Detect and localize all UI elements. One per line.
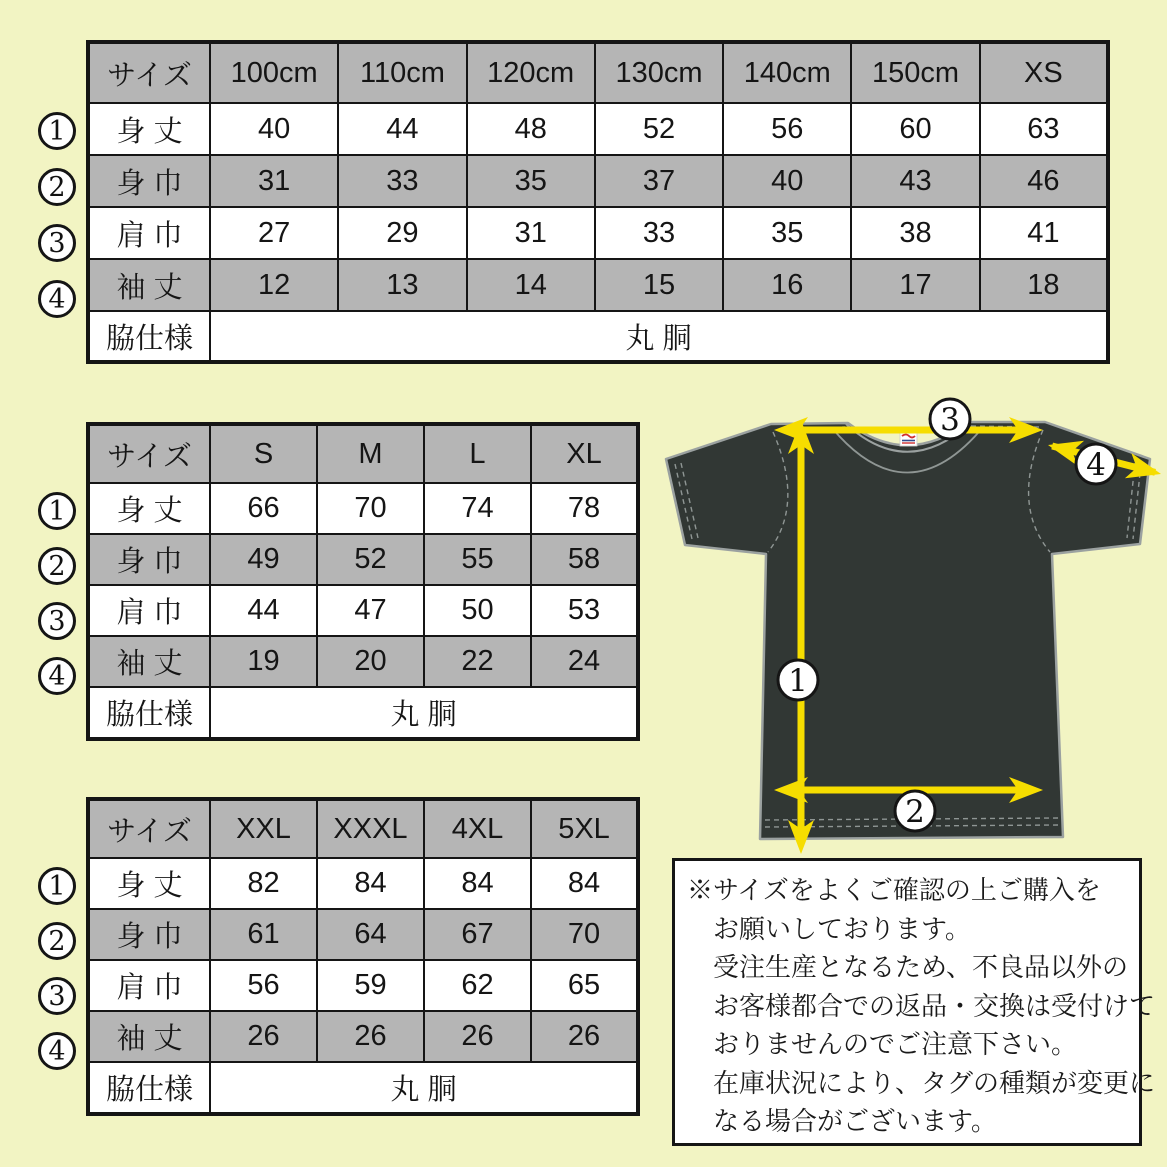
size-column-XS: XS [980,42,1108,103]
purchase-notice-box [672,858,1156,1146]
footer-value: 丸 胴 [210,1062,638,1114]
figure-digit-2: 2 [905,794,925,830]
measurement-value: 40 [210,103,338,155]
measurement-value: 52 [317,534,424,585]
row-label: 肩 巾 [88,585,210,636]
row-label: 袖 丈 [88,636,210,687]
measurement-value: 53 [531,585,638,636]
notice-line: 在庫状況により、タグの種類が変更に [713,1067,1156,1098]
measurement-value: 56 [723,103,851,155]
measurement-value: 66 [210,483,317,534]
size-header-label: サイズ [88,42,210,103]
footer-label: 脇仕様 [88,1062,210,1114]
measurement-value: 65 [531,960,638,1011]
measurement-value: 18 [980,259,1108,311]
circled-number-2: 2 [38,922,76,960]
notice-line: お客様都合での返品・交換は受付けて [713,990,1156,1021]
notice-line: なる場合がございます。 [713,1106,997,1136]
measurement-value: 60 [851,103,979,155]
size-column-110cm: 110cm [338,42,466,103]
circled-number-3: 3 [38,224,76,262]
measurement-value: 50 [424,585,531,636]
measurement-value: 61 [210,909,317,960]
measurement-value: 47 [317,585,424,636]
tshirt-measurement-figure [653,390,1165,868]
measurement-value: 16 [723,259,851,311]
row-label: 身 巾 [88,155,210,207]
notice-line: おりませんのでご注意下さい。 [713,1029,1078,1059]
figure-digit-1: 1 [788,663,808,699]
circled-number-4: 4 [38,280,76,318]
row-markers-adult [38,492,76,695]
measurement-value: 74 [424,483,531,534]
row-markers-kids [38,112,76,318]
circled-number-2: 2 [38,168,76,206]
size-table-big [86,797,640,1116]
measurement-value: 63 [980,103,1108,155]
size-column-120cm: 120cm [467,42,595,103]
measurement-value: 26 [531,1011,638,1062]
size-column-140cm: 140cm [723,42,851,103]
row-label: 身 丈 [88,103,210,155]
measurement-value: 44 [210,585,317,636]
measurement-value: 19 [210,636,317,687]
row-label: 袖 丈 [88,1011,210,1062]
measurement-value: 48 [467,103,595,155]
size-table-kids [86,40,1110,364]
row-label: 身 丈 [88,483,210,534]
size-column-S: S [210,424,317,483]
measurement-value: 58 [531,534,638,585]
notice-line: 受注生産となるため、不良品以外の [713,952,1128,982]
measurement-value: 46 [980,155,1108,207]
circled-number-1: 1 [38,492,76,530]
measurement-value: 40 [723,155,851,207]
measurement-value: 70 [317,483,424,534]
measurement-value: 26 [424,1011,531,1062]
measurement-value: 43 [851,155,979,207]
measurement-value: 17 [851,259,979,311]
arrow-length-line [798,440,805,834]
row-label: 身 巾 [88,909,210,960]
measurement-value: 56 [210,960,317,1011]
footer-label: 脇仕様 [88,687,210,739]
measurement-value: 13 [338,259,466,311]
measurement-value: 49 [210,534,317,585]
size-column-150cm: 150cm [851,42,979,103]
measurement-value: 44 [338,103,466,155]
measurement-value: 29 [338,207,466,259]
measurement-value: 78 [531,483,638,534]
measurement-value: 84 [317,858,424,909]
notice-line: お願いしております。 [713,913,971,944]
size-column-5XL: 5XL [531,799,638,858]
measurement-value: 41 [980,207,1108,259]
size-header-label: サイズ [88,799,210,858]
measurement-value: 37 [595,155,723,207]
measurement-value: 70 [531,909,638,960]
measurement-value: 33 [338,155,466,207]
measurement-value: 31 [467,207,595,259]
size-column-4XL: 4XL [424,799,531,858]
measurement-value: 82 [210,858,317,909]
circled-number-2: 2 [38,547,76,585]
notice-line: ※サイズをよくご確認の上ご購入を [687,875,1101,905]
size-column-XXL: XXL [210,799,317,858]
row-label: 身 丈 [88,858,210,909]
size-header-label: サイズ [88,424,210,483]
measurement-value: 33 [595,207,723,259]
measurement-value: 15 [595,259,723,311]
row-markers-big [38,867,76,1070]
measurement-value: 31 [210,155,338,207]
row-label: 袖 丈 [88,259,210,311]
row-label: 肩 巾 [88,960,210,1011]
measurement-value: 24 [531,636,638,687]
measurement-value: 67 [424,909,531,960]
circled-number-3: 3 [38,602,76,640]
circled-number-1: 1 [38,112,76,150]
row-label: 身 巾 [88,534,210,585]
size-column-130cm: 130cm [595,42,723,103]
tshirt-silhouette [666,422,1150,839]
circled-number-1: 1 [38,867,76,905]
row-label: 肩 巾 [88,207,210,259]
footer-value: 丸 胴 [210,687,638,739]
measurement-value: 84 [531,858,638,909]
circled-number-3: 3 [38,977,76,1015]
circled-number-4: 4 [38,1032,76,1070]
size-column-XL: XL [531,424,638,483]
size-column-M: M [317,424,424,483]
figure-digit-4: 4 [1086,447,1106,483]
size-column-100cm: 100cm [210,42,338,103]
measurement-value: 84 [424,858,531,909]
measurement-value: 59 [317,960,424,1011]
arrow-shoulder-line [795,427,1022,434]
footer-value: 丸 胴 [210,311,1108,362]
figure-digit-3: 3 [940,402,960,438]
measurement-value: 22 [424,636,531,687]
size-table-adult [86,422,640,741]
measurement-value: 52 [595,103,723,155]
measurement-value: 38 [851,207,979,259]
measurement-value: 12 [210,259,338,311]
measurement-value: 14 [467,259,595,311]
measurement-value: 64 [317,909,424,960]
size-column-XXXL: XXXL [317,799,424,858]
measurement-value: 26 [317,1011,424,1062]
footer-label: 脇仕様 [88,311,210,362]
size-column-L: L [424,424,531,483]
measurement-value: 55 [424,534,531,585]
circled-number-4: 4 [38,657,76,695]
measurement-value: 20 [317,636,424,687]
measurement-value: 35 [723,207,851,259]
measurement-value: 35 [467,155,595,207]
measurement-value: 27 [210,207,338,259]
measurement-value: 26 [210,1011,317,1062]
measurement-value: 62 [424,960,531,1011]
